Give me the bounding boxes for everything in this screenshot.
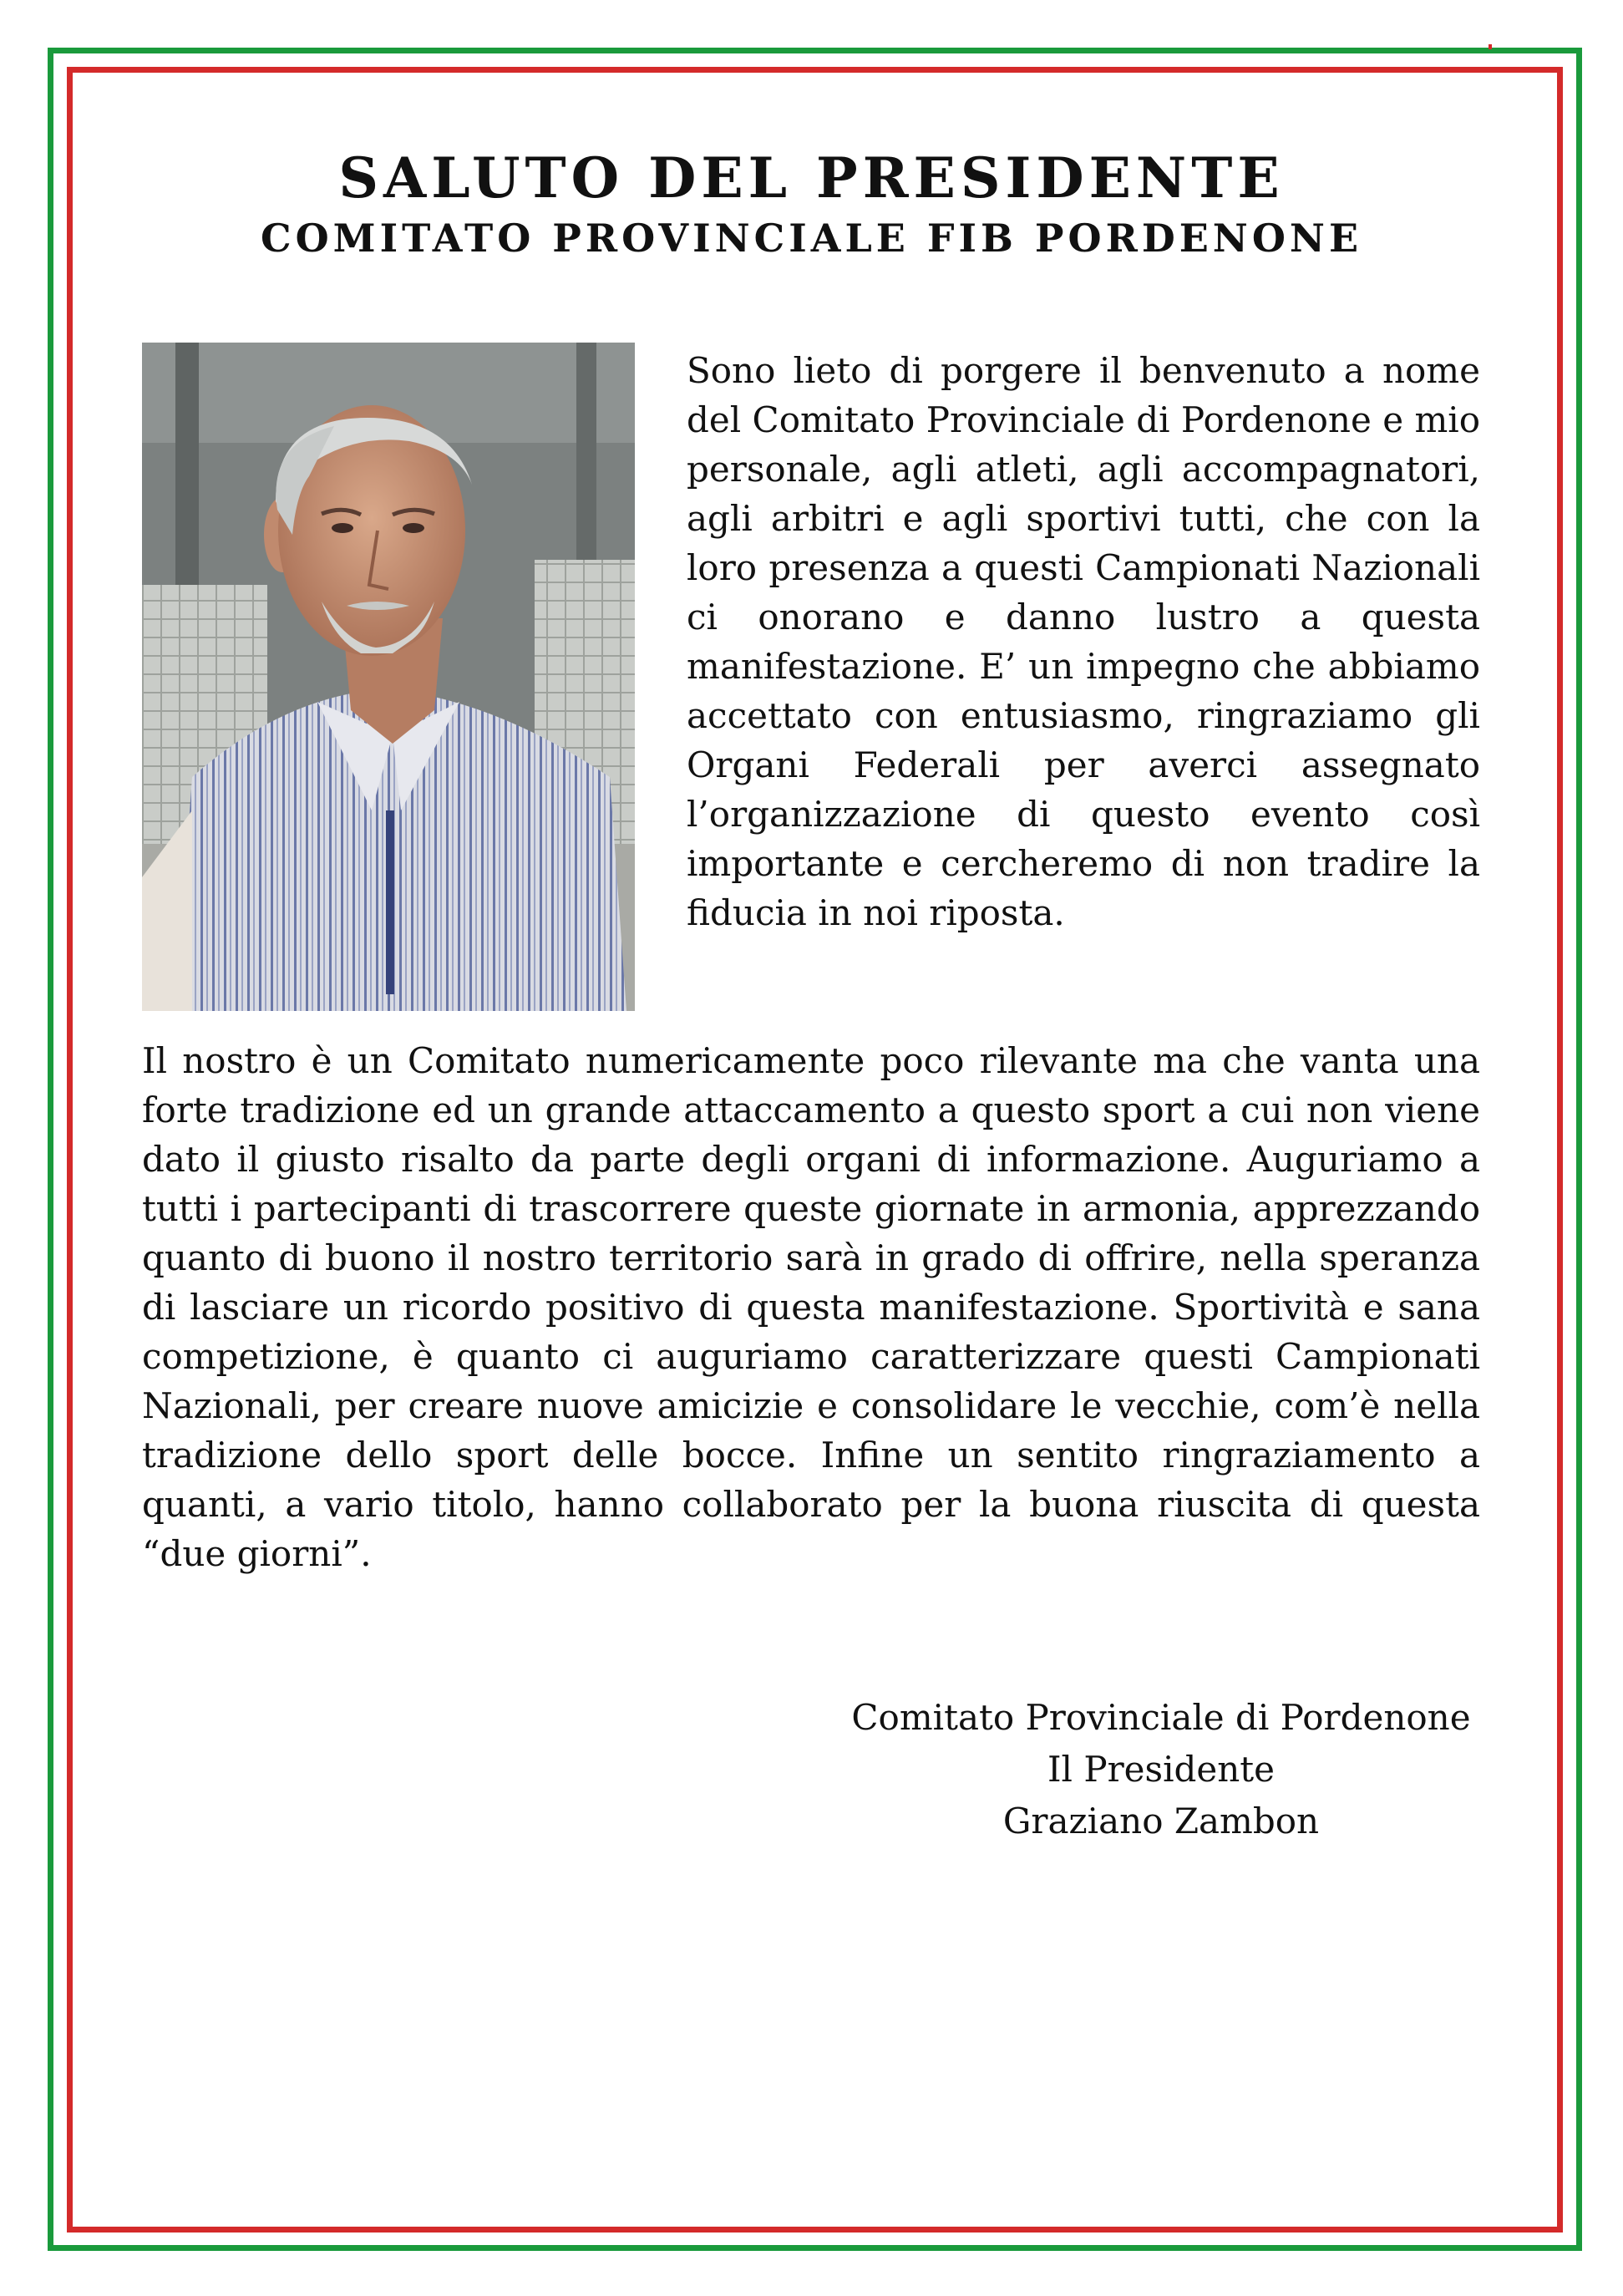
- signature-block: [743, 1692, 1579, 1847]
- signature-organization: Comitato Provinciale di Pordenone: [851, 1697, 1471, 1738]
- portrait-illustration: [142, 343, 635, 1011]
- page-subtitle: COMITATO PROVINCIALE FIB PORDENONE: [260, 216, 1363, 261]
- body-paragraph: Il nostro è un Comitato numericamente poco rilevante ma che vanta una forte tradizione ed un grande attaccamento a questo sport a cui non viene dato il giusto risalto da parte degli organi di informazione. Auguriamo a tutti i partecipanti di trascorrere queste giornate in armonia, apprezzando quanto di buono il nostro territorio sarà in grado di offrire, nella speranza di lasciare un ricordo positivo di questa manifestazione. Sportività e sana competizione, è quanto ci auguriamo caratterizzare questi Campionati Nazionali, per creare nuove amicizie e consolidare le vecchie, com’è nella tradizione dello sport delle bocce. Infine un sentito ringraziamento a quanti, a vario titolo, hanno collaborato per la buona riuscita di questa “due giorni”.: [142, 1040, 1480, 1574]
- president-portrait-photo: [142, 343, 635, 1011]
- signature-name: Graziano Zambon: [1002, 1801, 1320, 1841]
- signature-role: Il Presidente: [1047, 1749, 1276, 1790]
- page-title: SALUTO DEL PRESIDENTE: [338, 145, 1285, 211]
- intro-paragraph: Sono lieto di porgere il benvenuto a nome del Comitato Provinciale di Pordenone e mio personale, agli atleti, agli accompagnatori, agli arbitri e agli sportivi tutti, che con la loro presenza a questi Campionati Nazionali ci onorano e danno lustro a questa manifestazione. E’ un impegno che abbiamo accettato con entusiasmo, ringraziamo gli Organi Federali per averci assegnato l’organizzazione di questo evento così importante e cercheremo di non tradire la fiducia in noi riposta.: [687, 350, 1480, 933]
- decorative-dot: [1489, 44, 1492, 49]
